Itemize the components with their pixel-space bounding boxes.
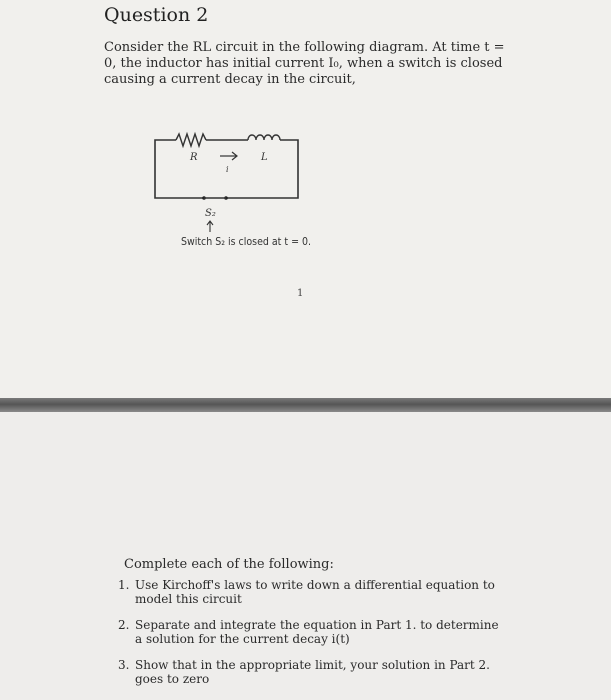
switch-label: S₂ — [205, 208, 216, 219]
task-list — [118, 578, 508, 698]
inductor-symbol — [248, 135, 280, 140]
rl-circuit-diagram — [150, 128, 310, 236]
task-item — [118, 578, 508, 606]
question-intro: Consider the RL circuit in the following diagram. At time t = 0, the inductor has initial current I₀, when a switch is closed causing a current decay in the circuit, — [104, 40, 505, 87]
inductor-label: L — [261, 152, 268, 163]
circuit-wire-right — [226, 140, 298, 198]
task-number: 1. — [118, 578, 130, 592]
task-number: 3. — [118, 658, 130, 672]
task-item — [118, 618, 508, 646]
task-text: Show that in the appropriate limit, your solution in Part 2. goes to zero — [135, 658, 490, 686]
resistor-label: R — [190, 152, 198, 163]
diagram-caption: Switch S₂ is closed at t = 0. — [181, 236, 312, 248]
task-text: Separate and integrate the equation in Part 1. to determine a solution for the current decay i(t) — [135, 618, 499, 646]
resistor-symbol — [176, 134, 206, 146]
page-number: 1 — [297, 288, 304, 299]
task-item — [118, 658, 508, 686]
page-divider — [0, 398, 611, 412]
circuit-wire-left — [155, 140, 204, 198]
question-title: Question 2 — [104, 4, 209, 26]
task-text: Use Kirchoff's laws to write down a differential equation to model this circuit — [135, 578, 495, 606]
current-label: i — [226, 165, 229, 174]
tasks-heading: Complete each of the following: — [124, 557, 334, 572]
task-number: 2. — [118, 618, 130, 632]
